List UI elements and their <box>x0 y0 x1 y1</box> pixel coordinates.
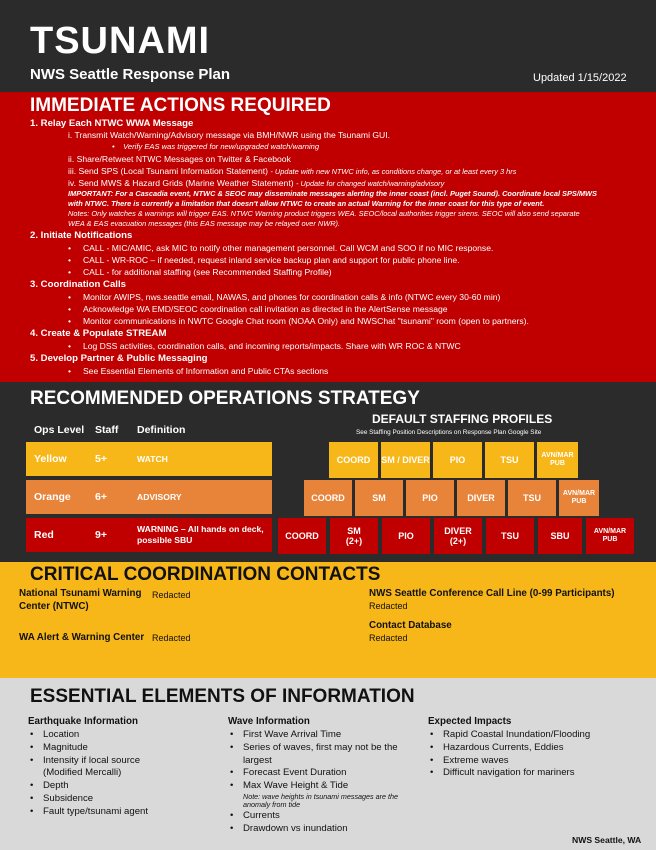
ops-level: Yellow <box>34 453 67 465</box>
wave-height-note: Note: wave heights in tsunami messages are the anomaly from tide <box>243 791 399 810</box>
orange-profile-box: COORD <box>304 480 352 516</box>
list-item: • Location <box>28 729 208 742</box>
bullet-icon: • <box>68 255 83 265</box>
list-item: • Hazardous Currents, Eddies <box>428 742 628 755</box>
red-profile-box: DIVER (2+) <box>434 518 482 554</box>
list-item: • Drawdown vs inundation <box>228 823 408 836</box>
coordination-contacts-section <box>0 562 656 678</box>
wave-info-heading: Wave Information <box>228 716 310 727</box>
expected-impacts-heading: Expected Impacts <box>428 716 512 727</box>
ntwc-contact-label: National Tsunami Warning Center (NTWC) <box>19 588 142 612</box>
red-profile-box: PIO <box>382 518 430 554</box>
step-3-item-b <box>68 304 448 315</box>
step-5-heading: 5. Develop Partner & Public Messaging <box>30 353 208 364</box>
orange-profile-box: TSU <box>508 480 556 516</box>
updated-date: Updated 1/15/2022 <box>533 72 627 84</box>
step-2-item-b <box>68 255 460 266</box>
list-item: • Fault type/tsunami agent <box>28 806 208 819</box>
step-1-heading: 1. Relay Each NTWC WWA Message <box>30 118 194 129</box>
step-4-item-a <box>68 341 461 352</box>
list-item: • Max Wave Height & Tide <box>228 780 408 793</box>
call-mic-text: CALL - MIC/AMIC, ask MIC to notify other management personnel. Call WCM and SOO if no MIC response. <box>82 243 494 253</box>
log-dss-text: Log DSS activities, coordination calls, and incoming reports/impacts. Share with WR ROC & NTWC <box>82 341 461 351</box>
orange-profile-box: AVN/MAR PUB <box>559 480 599 516</box>
monitor-chat-text: Monitor communications in NWTC Google Chat room (NOAA Only) and NWSChat "tsunami" room (open to partners). <box>82 316 529 326</box>
ops-level-header: Ops Level <box>34 424 85 436</box>
step-4-heading: 4. Create & Populate STREAM <box>30 328 167 339</box>
ops-row-orange <box>26 480 272 514</box>
mws-note: - Update for changed watch/warning/advisory <box>295 179 445 188</box>
header <box>0 0 656 92</box>
wave-info-list <box>228 729 408 793</box>
verify-eas-note: Verify EAS was triggered for new/upgraded watch/warning <box>123 142 320 151</box>
yellow-profile-box: TSU <box>485 442 534 478</box>
step-3-heading: 3. Coordination Calls <box>30 279 126 290</box>
step-3-item-c <box>68 316 529 327</box>
step-2-heading: 2. Initiate Notifications <box>30 230 133 241</box>
operations-strategy-title: RECOMMENDED OPERATIONS STRATEGY <box>30 388 420 409</box>
staffing-profiles-subtitle: See Staffing Position Descriptions on Response Plan Google Site <box>356 429 542 436</box>
earthquake-info-list <box>28 729 208 818</box>
bullet-icon: • <box>68 316 83 326</box>
essential-elements-title: ESSENTIAL ELEMENTS OF INFORMATION <box>30 686 415 707</box>
coordination-contacts-title: CRITICAL COORDINATION CONTACTS <box>30 564 381 585</box>
ops-row-red <box>26 518 272 552</box>
sps-label: iii. Send SPS (Local Tsunami Information Statement) <box>68 166 268 176</box>
important-note-line-1: IMPORTANT: For a Cascadia event, NTWC & SEOC may disseminate messages alerting the inner coast (incl. Puget Sound). Coordinate local SPS/MWS <box>68 189 597 198</box>
expected-impacts-list <box>428 729 628 780</box>
yellow-profile-box: AVN/MAR PUB <box>537 442 578 478</box>
red-profile-box: AVN/MAR PUB <box>586 518 634 554</box>
list-item: • Depth <box>28 780 208 793</box>
wa-contact-label: WA Alert & Warning Center <box>19 632 145 643</box>
operations-strategy-section <box>0 382 656 562</box>
bullet-icon: • <box>68 366 83 376</box>
list-item: • Rapid Coastal Inundation/Flooding <box>428 729 628 742</box>
list-item: • Extreme waves <box>428 755 628 768</box>
ops-staff: 5+ <box>95 453 107 465</box>
ops-definition: ADVISORY <box>137 492 182 502</box>
contact-database-value: Redacted <box>369 633 408 643</box>
notes-line-1: Notes: Only watches & warnings will trigger EAS. NTWC Warning product triggers WEA. SEOC/local authorities trigger sirens. SEOC will also send separate <box>68 209 580 218</box>
sps-note: - Update with new NTWC info, as conditions change, or at least every 3 hrs <box>270 167 517 176</box>
list-item: • Intensity if local source (Modified Mercalli) <box>28 755 178 781</box>
ops-staff: 9+ <box>95 529 107 541</box>
call-staffing-text: CALL - for additional staffing (see Recommended Staffing Profile) <box>82 267 332 277</box>
immediate-actions-title: IMMEDIATE ACTIONS REQUIRED <box>30 95 331 116</box>
page-title: TSUNAMI <box>30 20 211 62</box>
ops-definition: WARNING – All hands on deck, possible SBU <box>137 524 264 545</box>
step-2-item-c <box>68 267 332 278</box>
step-5-item-a <box>68 366 328 377</box>
bullet-icon: • <box>68 304 83 314</box>
call-wr-roc-text: CALL - WR-ROC – if needed, request inland service backup plan and support for public phone line. <box>82 255 460 265</box>
step-1-item-ii: ii. Share/Retweet NTWC Messages on Twitter & Facebook <box>68 154 291 164</box>
step-1-item-iv <box>68 178 444 189</box>
monitor-awips-text: Monitor AWIPS, nws.seattle email, NAWAS, and phones for coordination calls & info (NTWC every 30-60 min) <box>82 292 501 302</box>
step-1-item-i: i. Transmit Watch/Warning/Advisory message via BMH/NWR using the Tsunami GUI. <box>68 130 391 140</box>
important-note-line-2: with NTWC. There is currently a limitation that doesn't allow NTWC to create an actual Warning for the inner coast for this type of event. <box>68 199 545 208</box>
mws-label: iv. Send MWS & Hazard Grids (Marine Weather Statement) <box>68 178 294 188</box>
definition-header: Definition <box>137 424 186 436</box>
essential-elements-section <box>0 678 656 850</box>
earthquake-info-column <box>28 715 208 818</box>
wave-info-column <box>228 715 408 836</box>
bullet-icon: • <box>68 341 83 351</box>
step-2-item-a <box>68 243 493 254</box>
list-item: • Magnitude <box>28 742 208 755</box>
yellow-profile-box: SM / DIVER <box>381 442 430 478</box>
red-profile-box: COORD <box>278 518 326 554</box>
staffing-profiles-title: DEFAULT STAFFING PROFILES <box>372 412 553 426</box>
bullet-icon: • <box>68 267 83 277</box>
expected-impacts-column <box>428 715 628 780</box>
wa-contact-value: Redacted <box>152 633 191 643</box>
staff-header: Staff <box>95 424 119 436</box>
yellow-profile-box: PIO <box>433 442 482 478</box>
contact-database-label: Contact Database <box>369 620 452 631</box>
wave-info-list-continued <box>228 810 408 836</box>
red-profile-box: SM (2+) <box>330 518 378 554</box>
ops-level: Red <box>34 529 54 541</box>
yellow-profile-box: COORD <box>329 442 378 478</box>
ops-definition: WATCH <box>137 454 168 464</box>
see-eei-text: See Essential Elements of Information and Public CTAs sections <box>82 366 329 376</box>
red-profile-box: TSU <box>486 518 534 554</box>
ntwc-contact-value: Redacted <box>152 590 191 600</box>
ops-level: Orange <box>34 491 71 503</box>
earthquake-info-heading: Earthquake Information <box>28 716 138 727</box>
list-item: • Currents <box>228 810 408 823</box>
list-item: • Forecast Event Duration <box>228 767 408 780</box>
bullet-icon: • <box>68 243 83 253</box>
list-item: • Series of waves, first may not be the largest <box>228 742 398 768</box>
orange-profile-box: DIVER <box>457 480 505 516</box>
page-subtitle: NWS Seattle Response Plan <box>30 66 231 83</box>
orange-profile-box: SM <box>355 480 403 516</box>
step-3-item-a <box>68 292 500 303</box>
notes-line-2: WEA & EAS evacuation messages (this EAS message may be relayed over NWR). <box>68 219 341 228</box>
list-item: • Subsidence <box>28 793 208 806</box>
acknowledge-emd-text: Acknowledge WA EMD/SEOC coordination call invitation as directed in the AlertSense message <box>82 304 448 314</box>
ops-row-yellow <box>26 442 272 476</box>
footer-office: NWS Seattle, WA <box>572 835 642 845</box>
immediate-actions-section <box>0 92 656 382</box>
bullet-icon: • <box>112 142 124 151</box>
red-profile-box: SBU <box>538 518 582 554</box>
step-1-item-i-note <box>112 142 319 152</box>
orange-profile-box: PIO <box>406 480 454 516</box>
conference-line-label: NWS Seattle Conference Call Line (0-99 Participants) <box>369 588 615 599</box>
ops-staff: 6+ <box>95 491 107 503</box>
conference-line-value: Redacted <box>369 601 408 611</box>
bullet-icon: • <box>68 292 83 302</box>
list-item: • First Wave Arrival Time <box>228 729 408 742</box>
list-item: • Difficult navigation for mariners <box>428 767 628 780</box>
step-1-item-iii <box>68 166 516 177</box>
